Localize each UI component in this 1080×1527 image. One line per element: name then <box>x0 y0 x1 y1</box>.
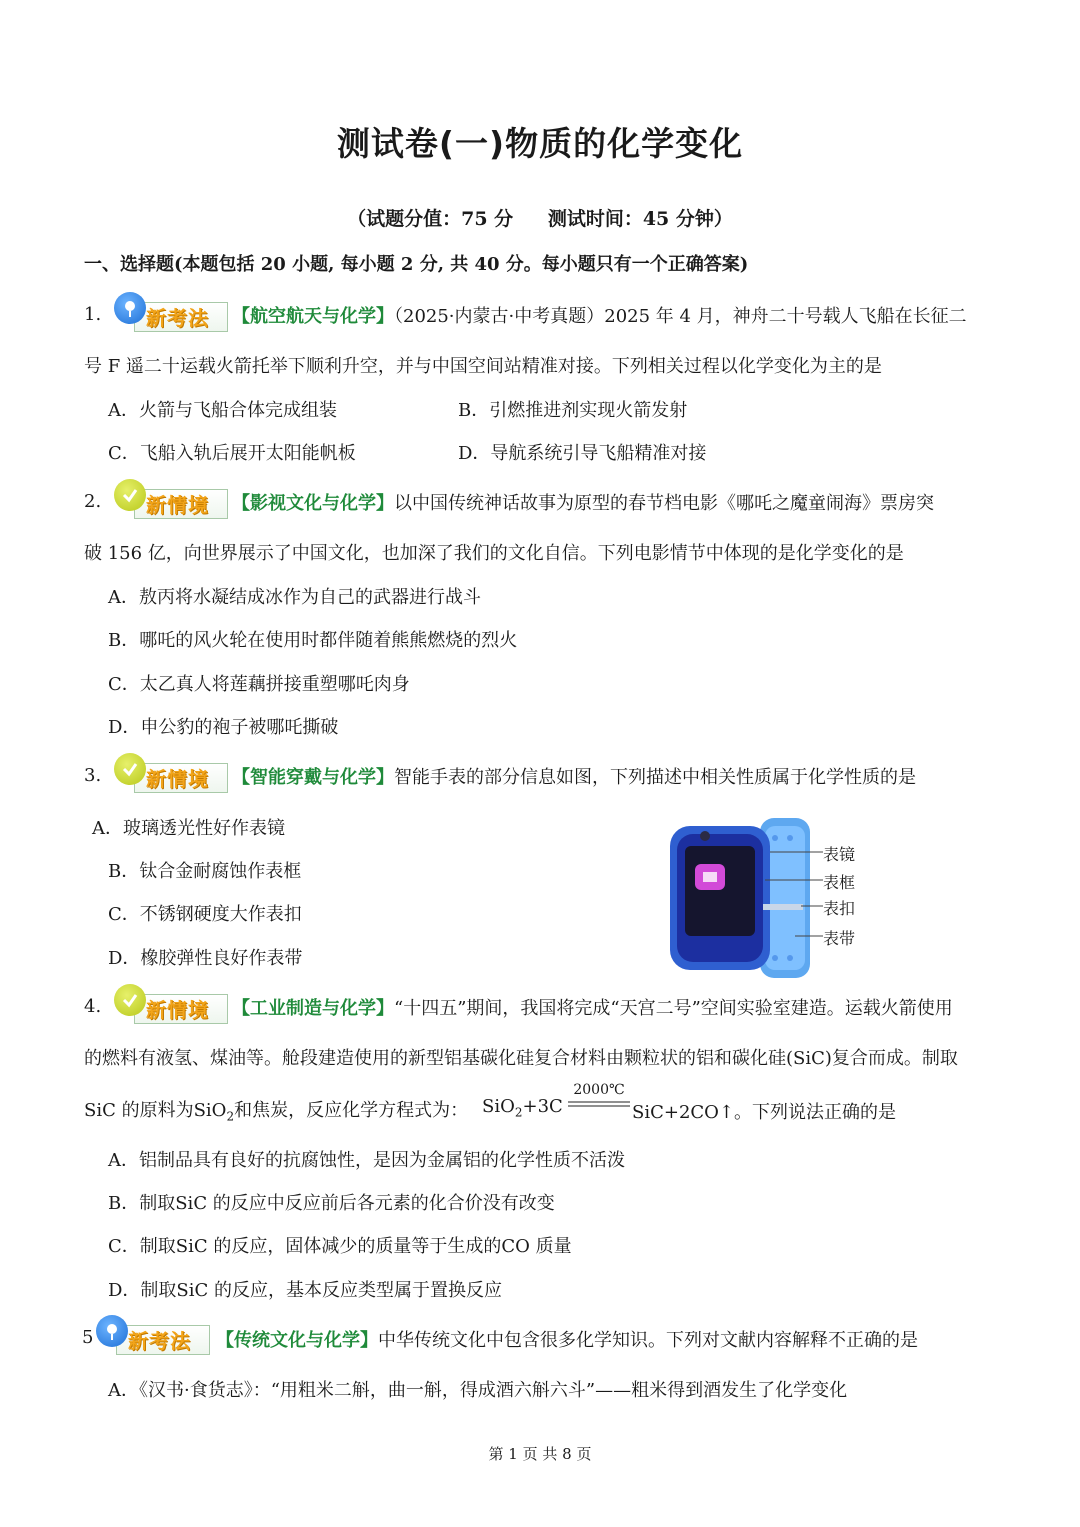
option-b: B．哪吒的风火轮在使用时都伴随着熊熊燃烧的烈火 <box>108 630 518 651</box>
hand-icon <box>114 753 146 785</box>
score-info: （试题分值：75 分 <box>347 208 514 230</box>
option-d: D．导航系统引导飞船精准对接 <box>458 443 707 464</box>
question-4-line-3: SiC 的原料为SiO$_2$和焦炭，反应化学方程式为： <box>84 1100 469 1124</box>
pin-icon <box>114 292 146 324</box>
question-4-line-2: 的燃料有液氢、煤油等。舱段建造使用的新型铝基碳化硅复合材料由颗粒状的铝和碳化硅(SiC)复合而成。制取 <box>84 1048 958 1069</box>
hand-icon <box>114 984 146 1016</box>
question-1-line-1: 【航空航天与化学】（2025·内蒙古·中考真题）2025 年 4 月，神舟二十号载人飞船在长征二 <box>232 306 967 327</box>
question-2-line-2: 破 156 亿，向世界展示了中国文化，也加深了我们的文化自信。下列电影情节中体现的是化学变化的是 <box>84 543 904 564</box>
badge-new-method: 新考法 <box>94 1315 212 1355</box>
reaction-condition: 2000℃ <box>573 1082 625 1098</box>
option-b: B．引燃推进剂实现火箭发射 <box>458 400 688 421</box>
time-info: 测试时间：45 分钟） <box>547 208 733 230</box>
question-category: 【工业制造与化学】 <box>232 998 394 1019</box>
question-category: 【传统文化与化学】 <box>216 1330 378 1351</box>
question-5-line-1: 【传统文化与化学】中华传统文化中包含很多化学知识。下列对文献内容解释不正确的是 <box>216 1330 918 1351</box>
question-4-line-1: 【工业制造与化学】“十四五”期间，我国将完成“天宫二号”空间实验室建造。运载火箭使用 <box>232 998 953 1019</box>
option-c: C．不锈钢硬度大作表扣 <box>108 904 302 925</box>
option-c: C．太乙真人将莲藕拼接重塑哪吒肉身 <box>108 674 410 695</box>
option-a: A．《汉书·食货志》：“用粗米二斛，曲一斛，得成酒六斛六斗”——粗米得到酒发生了化学变化 <box>108 1380 848 1401</box>
option-d: D．制取SiC 的反应，基本反应类型属于置换反应 <box>108 1280 503 1301</box>
option-a: A．铝制品具有良好的抗腐蚀性，是因为金属铝的化学性质不活泼 <box>108 1150 625 1171</box>
question-1-line-2: 号 F 遥二十运载火箭托举下顺利升空，并与中国空间站精准对接。下列相关过程以化学变化为主的是 <box>84 356 882 377</box>
equation-products: SiC+2CO↑。下列说法正确的是 <box>632 1102 897 1123</box>
question-3-line-1: 【智能穿戴与化学】智能手表的部分信息如图，下列描述中相关性质属于化学性质的是 <box>232 767 916 788</box>
label-watch-strap: 表带 <box>823 929 856 948</box>
label-watch-frame: 表框 <box>823 873 856 892</box>
badge-new-context: 新情境 <box>112 753 230 793</box>
question-number: 5 <box>82 1327 94 1348</box>
option-a: A．敖丙将水凝结成冰作为自己的武器进行战斗 <box>108 587 481 608</box>
label-watch-glass: 表镜 <box>823 845 856 864</box>
section-heading: 一、选择题(本题包括 20 小题, 每小题 2 分, 共 40 分。每小题只有一个正确答案) <box>84 254 749 275</box>
label-watch-clasp: 表扣 <box>823 899 856 918</box>
question-category: 【影视文化与化学】 <box>232 493 394 514</box>
option-c: C．制取SiC 的反应，固体减少的质量等于生成的CO 质量 <box>108 1236 572 1257</box>
exam-meta <box>0 204 1080 231</box>
hand-icon <box>114 479 146 511</box>
page-footer: 第 1 页 共 8 页 <box>488 1445 592 1463</box>
smartwatch-figure <box>665 818 865 978</box>
badge-new-method: 新考法 <box>112 292 230 332</box>
question-number: 3. <box>84 765 102 786</box>
option-d: D．橡胶弹性良好作表带 <box>108 948 303 969</box>
question-category: 【航空航天与化学】 <box>232 306 394 327</box>
question-2-line-1: 【影视文化与化学】以中国传统神话故事为原型的春节档电影《哪吒之魔童闹海》票房突 <box>232 493 934 514</box>
page-title: 测试卷(一)物质的化学变化 <box>336 124 744 163</box>
badge-new-context: 新情境 <box>112 984 230 1024</box>
option-a: A．火箭与飞船合体完成组装 <box>108 400 337 421</box>
question-number: 4. <box>84 996 102 1017</box>
badge-new-context: 新情境 <box>112 479 230 519</box>
option-c: C．飞船入轨后展开太阳能帆板 <box>108 443 356 464</box>
equation-double-line <box>568 1100 630 1108</box>
question-category: 【智能穿戴与化学】 <box>232 767 394 788</box>
question-number: 2. <box>84 491 102 512</box>
question-number: 1. <box>84 304 102 325</box>
option-a: A．玻璃透光性好作表镜 <box>92 818 285 839</box>
pin-icon <box>96 1315 128 1347</box>
option-d: D．申公豹的袍子被哪吒撕破 <box>108 717 339 738</box>
chemical-equation: SiO$_2$+3C <box>482 1096 563 1120</box>
option-b: B．钛合金耐腐蚀作表框 <box>108 861 302 882</box>
option-b: B．制取SiC 的反应中反应前后各元素的化合价没有改变 <box>108 1193 555 1214</box>
